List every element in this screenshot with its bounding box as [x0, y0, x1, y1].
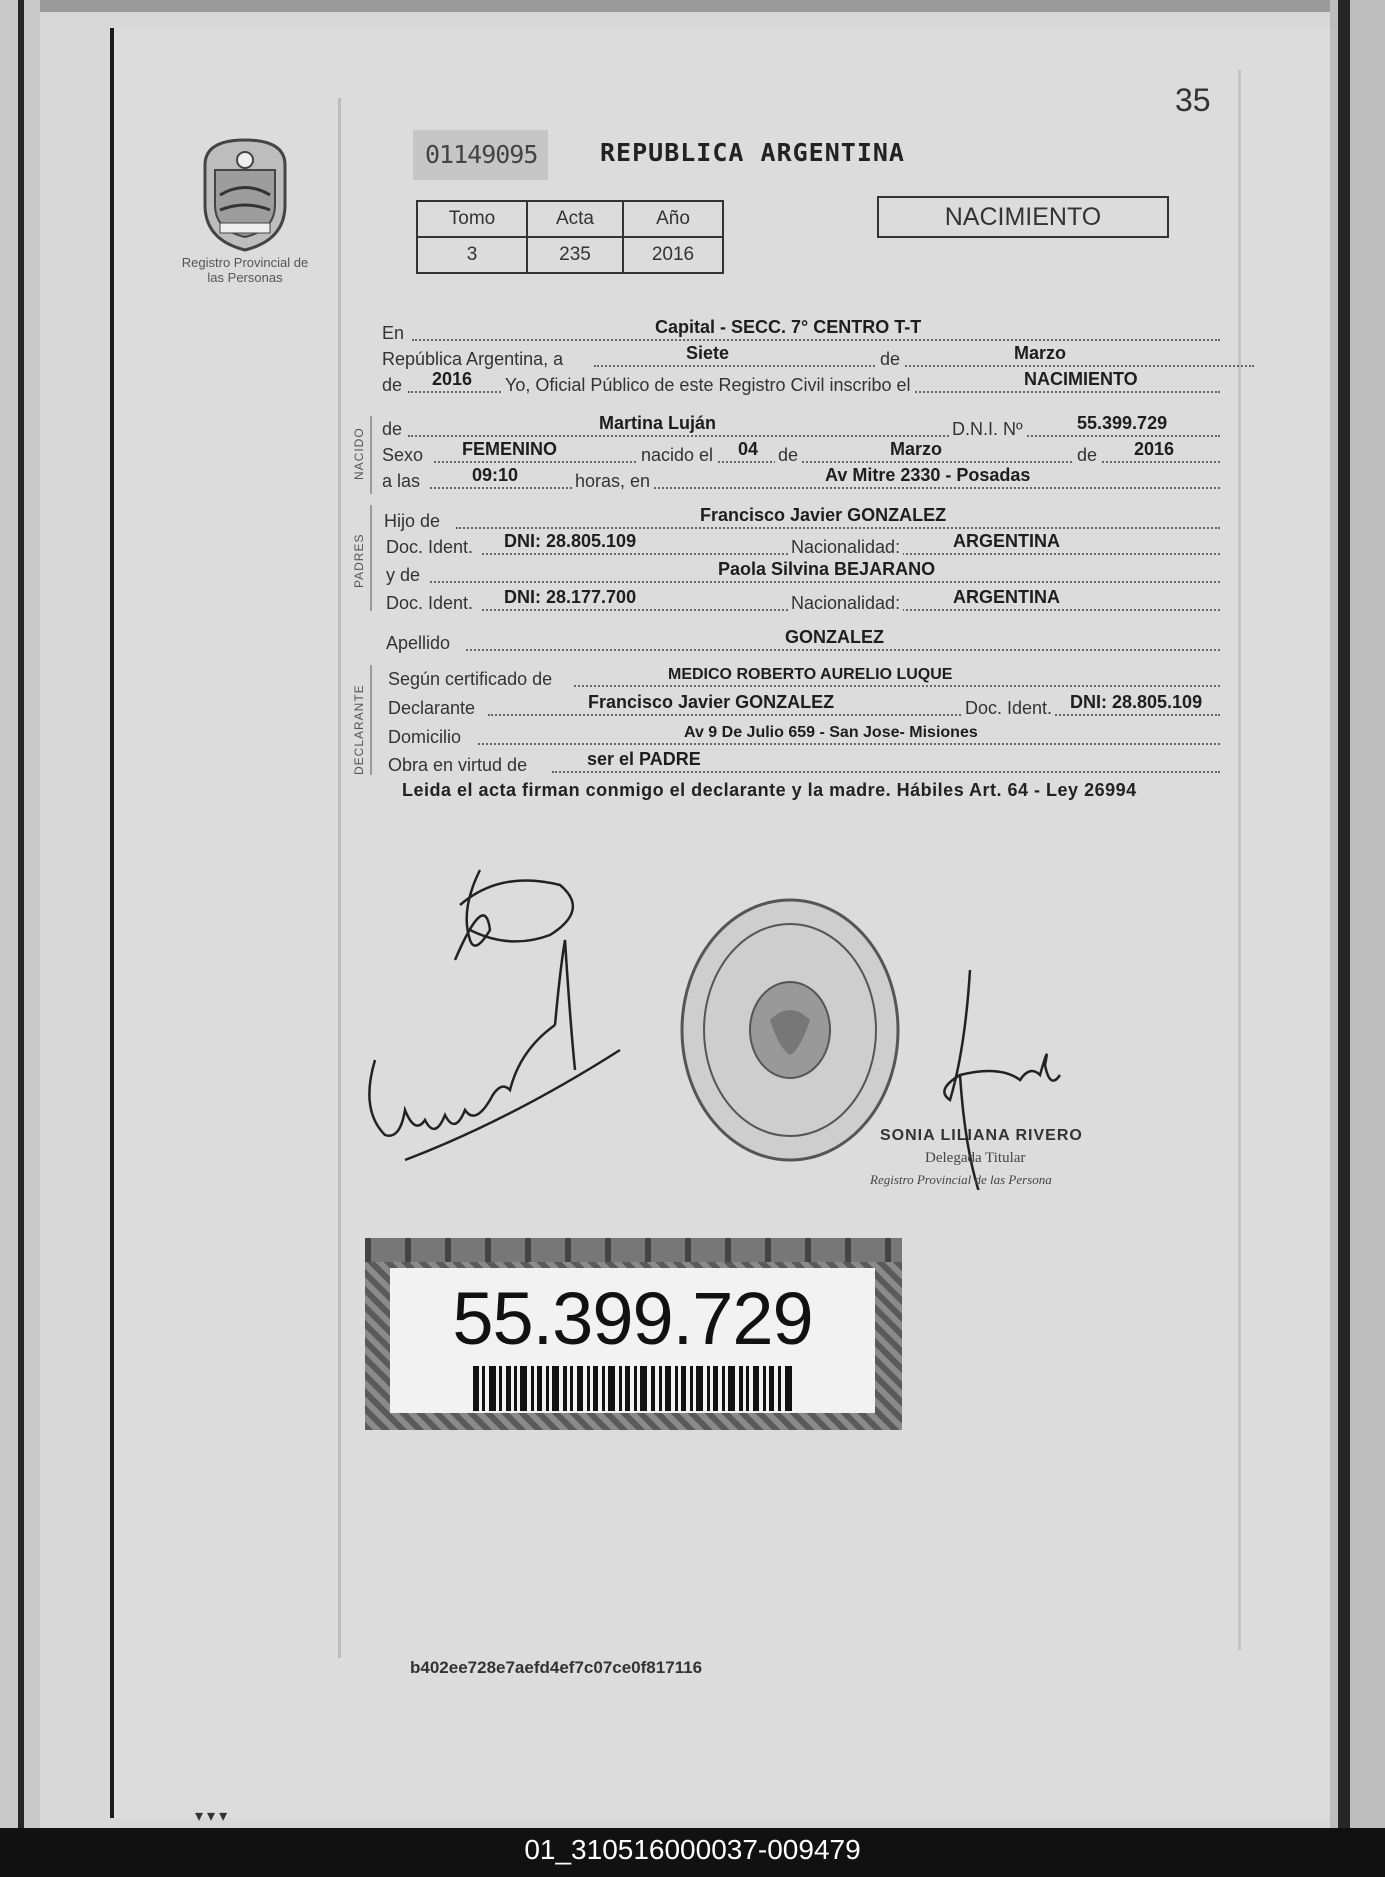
table-value-tomo: 3 [417, 237, 527, 273]
barcode-number: 55.399.729 [452, 1277, 813, 1360]
dotted-line [594, 365, 1254, 367]
label-certificado: Según certificado de [388, 669, 553, 689]
official-role: Delegada Titular [925, 1150, 1026, 1166]
bottom-tick-marks: ▾▾▾ [195, 1808, 232, 1825]
value-birth-year: 2016 [1134, 439, 1175, 459]
row-time-place [382, 466, 1222, 492]
page-spine-line [110, 28, 114, 1818]
label-nacionalidad-mother: Nacionalidad: [788, 593, 903, 614]
value-lugar: Av Mitre 2330 - Posadas [825, 465, 1031, 485]
value-hora: 09:10 [472, 465, 519, 485]
barcode-pattern-strip [365, 1238, 902, 1262]
barcode-bars [473, 1366, 793, 1411]
label-en: En [382, 323, 405, 343]
value-father-name: Francisco Javier GONZALEZ [700, 505, 947, 525]
section-bar-padres [370, 505, 372, 611]
row-mother-doc [382, 588, 1222, 614]
dotted-line [434, 461, 1220, 463]
table-header-tomo: Tomo [417, 201, 527, 237]
value-location: Capital - SECC. 7° CENTRO T-T [655, 317, 922, 337]
dotted-line [488, 714, 1220, 716]
label-de-birth: de [775, 445, 801, 466]
value-mother-name: Paola Silvina BEJARANO [718, 559, 936, 579]
value-sexo: FEMENINO [462, 439, 558, 459]
table-value-ano: 2016 [623, 237, 723, 273]
value-declarante-doc: DNI: 28.805.109 [1070, 692, 1203, 712]
value-child-name: Martina Luján [599, 413, 717, 433]
value-mother-doc: DNI: 28.177.700 [504, 587, 637, 607]
value-birth-month: Marzo [890, 439, 943, 459]
label-de: de [877, 349, 903, 370]
record-type-box: NACIMIENTO [877, 196, 1169, 238]
document-title: REPUBLICA ARGENTINA [600, 138, 905, 167]
table-value-acta: 235 [527, 237, 623, 273]
label-horas-en: horas, en [572, 471, 653, 492]
document-serial: 01149095 [413, 130, 548, 180]
value-declarante-name: Francisco Javier GONZALEZ [588, 692, 835, 712]
value-domicilio: Av 9 De Julio 659 - San Jose- Misiones [684, 724, 978, 741]
label-apellido: Apellido [386, 633, 451, 653]
value-certificado: MEDICO ROBERTO AURELIO LUQUE [668, 666, 953, 683]
label-nacido-el: nacido el [638, 445, 716, 466]
barcode-label [365, 1238, 902, 1430]
document-hash: b402ee728e7aefd4ef7c07ce0f817116 [410, 1658, 703, 1677]
label-domicilio: Domicilio [388, 727, 462, 747]
section-bar-declarante [370, 665, 372, 775]
value-obra: ser el PADRE [587, 749, 701, 769]
official-name: SONIA LILIANA RIVERO [880, 1127, 1083, 1144]
official-stamp-seal [682, 900, 898, 1160]
row-mother [382, 560, 1222, 586]
value-inscribo: NACIMIENTO [1024, 369, 1138, 389]
row-location [382, 318, 1222, 344]
row-inscription [382, 370, 1222, 396]
section-label-nacido: NACIDO [352, 427, 366, 480]
margin-divider [338, 98, 341, 1658]
row-father [382, 506, 1222, 532]
page-number: 35 [1175, 82, 1211, 118]
row-date [382, 344, 1222, 370]
right-edge-shadow [1338, 0, 1350, 1828]
section-label-declarante: DECLARANTE [352, 684, 366, 775]
form-right-border [1238, 70, 1241, 1650]
section-label-padres: PADRES [352, 533, 366, 588]
row-certificado [382, 664, 1222, 690]
value-year: 2016 [432, 369, 473, 389]
label-declarante: Declarante [388, 698, 476, 718]
value-mother-nacionalidad: ARGENTINA [953, 587, 1060, 607]
dotted-line [412, 339, 1220, 341]
left-edge-shadow [18, 0, 24, 1828]
table-header-ano: Año [623, 201, 723, 237]
dotted-line [408, 435, 1220, 437]
dotted-line [478, 743, 1220, 745]
logo-caption: Registro Provincial de las Personas [181, 255, 309, 285]
label-nacionalidad-father: Nacionalidad: [788, 537, 903, 558]
row-birth [382, 440, 1222, 466]
official-organization: Registro Provincial de las Persona [870, 1172, 1052, 1187]
signature-declarante [455, 870, 573, 960]
row-name [382, 414, 1222, 440]
label-de-year: de [382, 375, 403, 395]
label-inscribo: Yo, Oficial Público de este Registro Civil inscribo el [502, 375, 914, 396]
table-header-acta: Acta [527, 201, 623, 237]
label-hijo-de: Hijo de [384, 511, 441, 531]
value-father-doc: DNI: 28.805.109 [504, 531, 637, 551]
signature-madre [369, 940, 620, 1160]
dotted-line [456, 527, 1220, 529]
dotted-line [430, 581, 1220, 583]
label-de-name: de [382, 419, 403, 439]
value-father-nacionalidad: ARGENTINA [953, 531, 1060, 551]
section-bar-nacido [370, 416, 372, 494]
value-child-dni: 55.399.729 [1077, 413, 1168, 433]
label-obra: Obra en virtud de [388, 755, 528, 775]
label-doc-declarante: Doc. Ident. [962, 698, 1055, 719]
book-reference-table [416, 200, 724, 274]
label-doc-father: Doc. Ident. [386, 537, 474, 557]
label-a-las: a las [382, 471, 421, 491]
closing-statement: Leida el acta firman conmigo el declarante y la madre. Hábiles Art. 64 - Ley 26994 [402, 780, 1137, 800]
row-apellido [382, 628, 1222, 654]
dotted-line [466, 649, 1220, 651]
label-sexo: Sexo [382, 445, 424, 465]
row-declarante [382, 693, 1222, 719]
label-y-de: y de [386, 565, 421, 585]
row-father-doc [382, 532, 1222, 558]
value-apellido: GONZALEZ [785, 627, 884, 647]
dotted-line [430, 487, 1220, 489]
province-seal-logo [190, 135, 300, 255]
label-de-birth-year: de [1074, 445, 1100, 466]
value-birth-day: 04 [738, 439, 759, 459]
barcode-inner-panel [390, 1268, 875, 1413]
footer-image-id: 01_310516000037-009479 [524, 1834, 861, 1865]
dotted-line [574, 685, 1220, 687]
label-doc-mother: Doc. Ident. [386, 593, 474, 613]
value-month: Marzo [1014, 343, 1067, 363]
label-dni: D.N.I. Nº [949, 419, 1026, 440]
dotted-line [552, 771, 1220, 773]
value-day: Siete [686, 343, 730, 363]
label-republica: República Argentina, a [382, 349, 564, 369]
row-obra [382, 750, 1222, 776]
row-domicilio [382, 722, 1222, 748]
